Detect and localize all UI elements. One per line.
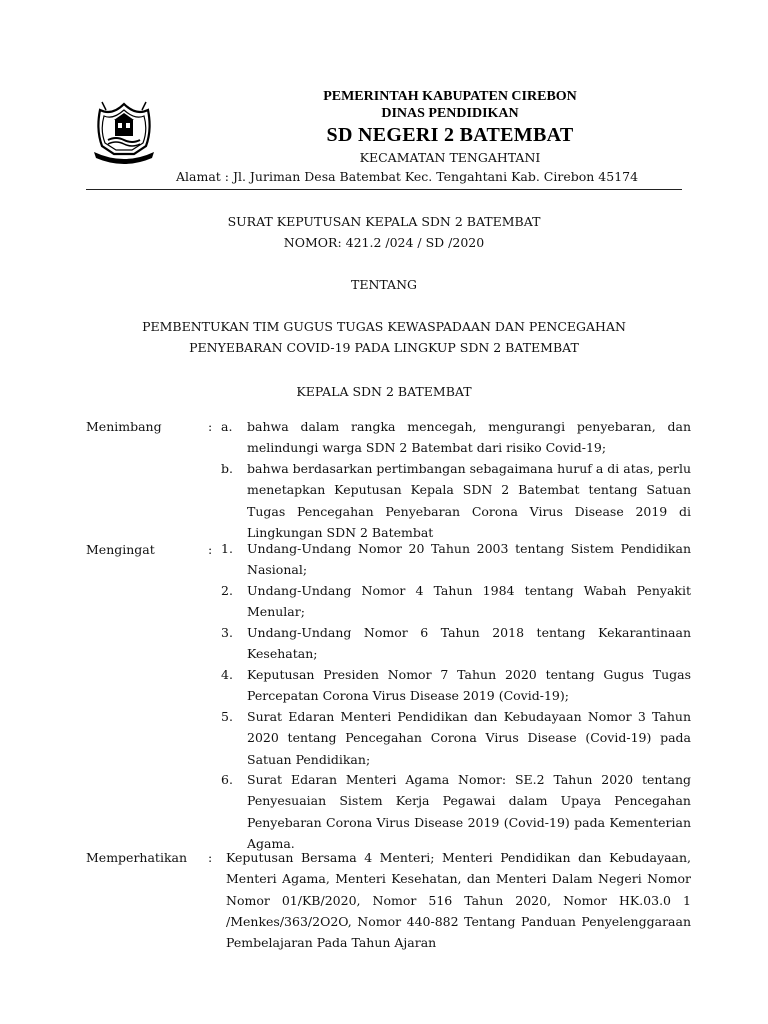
regency-logo <box>92 96 156 168</box>
item-marker: 5. <box>221 709 233 724</box>
item-marker: 2. <box>221 583 233 598</box>
subject-line-2: PENYEBARAN COVID-19 PADA LINGKUP SDN 2 BATEMBAT <box>189 340 579 355</box>
letterhead <box>170 88 730 186</box>
mengingat-item-3 <box>221 622 691 665</box>
item-marker: 3. <box>221 625 233 640</box>
district-name: KECAMATAN TENGAHTANI <box>359 150 541 165</box>
memperhatikan-label: Memperhatikan <box>86 850 188 865</box>
letterhead-divider <box>86 189 682 190</box>
mengingat-item-4 <box>221 664 691 707</box>
item-text: Undang-Undang Nomor 4 Tahun 1984 tentang Wabah Penyakit Menular; <box>247 583 691 620</box>
item-text: bahwa berdasarkan pertimbangan sebagaimana huruf a di atas, perlu menetapkan Keputusan Kepala SDN 2 Batembat tentang Satuan Tugas Pencegahan Penyebaran Corona Virus Disease 2019 di Lingkungan SDN 2 Batembat <box>247 461 691 540</box>
item-marker: 4. <box>221 667 233 682</box>
memperhatikan-text: Keputusan Bersama 4 Menteri; Menteri Pendidikan dan Kebudayaan, Menteri Agama, Menteri Kesehatan, dan Menteri Dalam Negeri Nomor Nomor 01/KB/2020, Nomor 516 Tahun 2020, Nomor HK.03.0 1 /Menkes/363/2O2O, Nomor 440-882 Tentang Panduan Penyelenggaraan Pembelajaran Pada Tahun Ajaran <box>226 850 691 951</box>
item-marker: b. <box>221 461 233 476</box>
item-marker: a. <box>221 419 233 434</box>
mengingat-item-6 <box>221 769 691 854</box>
agency-name: DINAS PENDIDIKAN <box>381 106 519 121</box>
memperhatikan-colon: : <box>208 850 213 865</box>
mengingat-item-1 <box>221 538 691 581</box>
item-text: Undang-Undang Nomor 6 Tahun 2018 tentang Kekarantinaan Kesehatan; <box>247 625 691 662</box>
school-name: SD NEGERI 2 BATEMBAT <box>326 124 574 146</box>
menimbang-item-a <box>221 416 691 459</box>
mengingat-item-2 <box>221 580 691 623</box>
about-label: TENTANG <box>350 277 417 292</box>
item-text: Keputusan Presiden Nomor 7 Tahun 2020 tentang Gugus Tugas Percepatan Corona Virus Disease 2019 (Covid-19); <box>247 667 691 704</box>
item-text: bahwa dalam rangka mencegah, mengurangi penyebaran, dan melindungi warga SDN 2 Batembat dari risiko Covid-19; <box>247 419 691 456</box>
mengingat-label: Mengingat <box>86 542 155 557</box>
school-address: Alamat : Jl. Juriman Desa Batembat Kec. Tengahtani Kab. Cirebon 45174 <box>176 169 639 184</box>
decree-number: NOMOR: 421.2 /024 / SD /2020 <box>283 235 485 250</box>
mengingat-colon: : <box>208 542 213 557</box>
item-marker: 6. <box>221 772 233 787</box>
menimbang-label: Menimbang <box>86 419 162 434</box>
item-text: Undang-Undang Nomor 20 Tahun 2003 tentang Sistem Pendidikan Nasional; <box>247 541 691 578</box>
item-text: Surat Edaran Menteri Agama Nomor: SE.2 Tahun 2020 tentang Penyesuaian Sistem Kerja Pegawai dalam Upaya Pencegahan Penyebaran Corona Virus Disease 2019 (Covid-19) pada Kementerian Agama. <box>247 772 691 851</box>
item-text: Surat Edaran Menteri Pendidikan dan Kebudayaan Nomor 3 Tahun 2020 tentang Pencegahan Corona Virus Disease (Covid-19) pada Satuan Pendidikan; <box>247 709 691 767</box>
menimbang-colon: : <box>208 419 213 434</box>
mengingat-item-5 <box>221 706 691 770</box>
item-marker: 1. <box>221 541 233 556</box>
decree-title: SURAT KEPUTUSAN KEPALA SDN 2 BATEMBAT <box>227 214 541 229</box>
government-name: PEMERINTAH KABUPATEN CIREBON <box>323 89 577 104</box>
menimbang-item-b <box>221 458 691 543</box>
subject-line-1: PEMBENTUKAN TIM GUGUS TUGAS KEWASPADAAN DAN PENCEGAHAN <box>142 319 626 334</box>
issuer-title: KEPALA SDN 2 BATEMBAT <box>296 384 472 399</box>
